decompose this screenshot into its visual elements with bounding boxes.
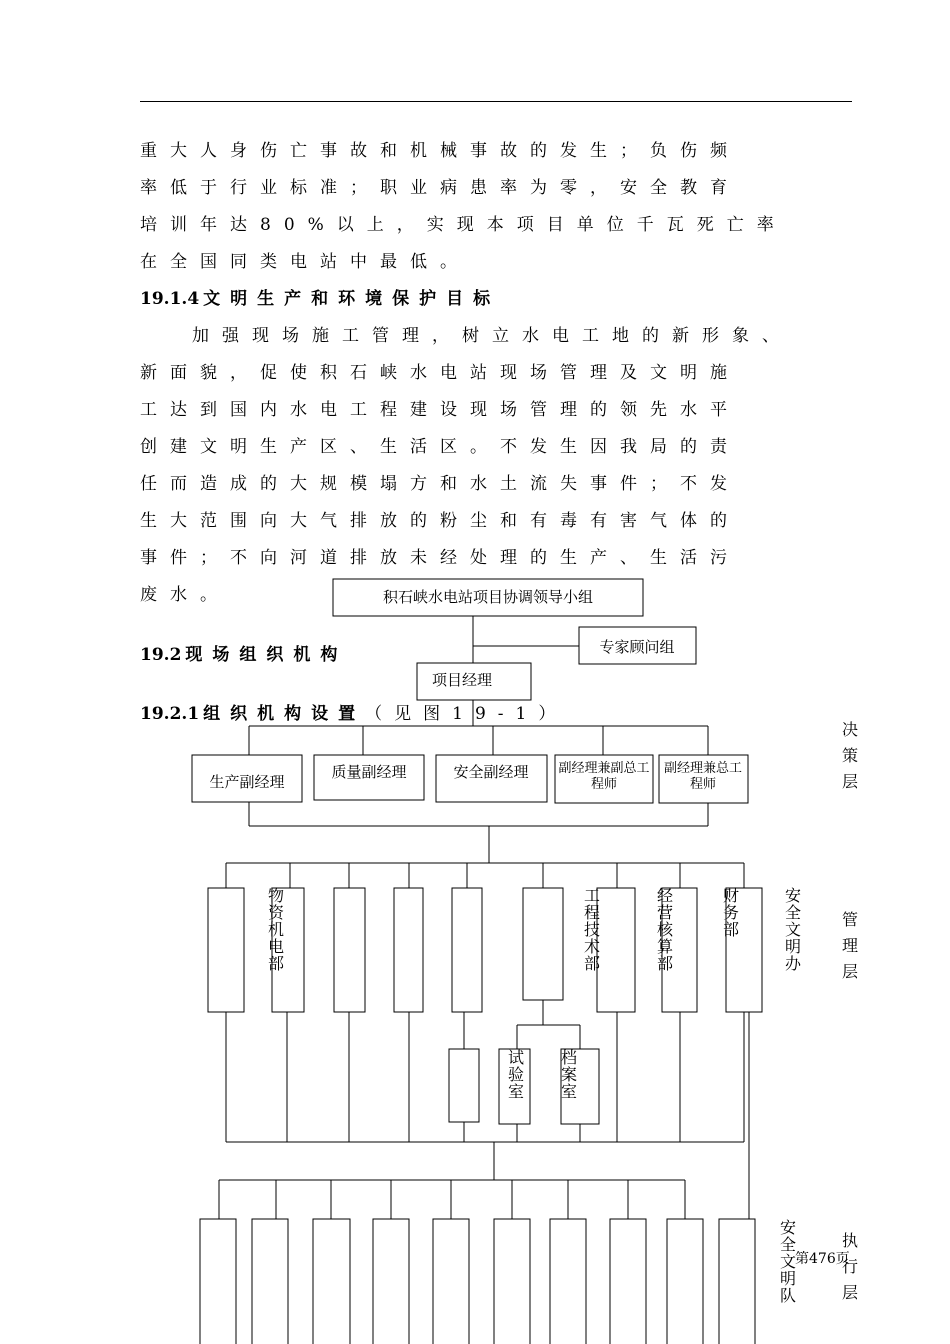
sub-unit-label-archive: 档 案 室: [560, 1048, 577, 1101]
manager-label: 项目经理: [431, 671, 493, 689]
execution-box: [373, 1219, 409, 1344]
paragraph2-line: 加强现场施工管理，树立水电工地的新形象、: [192, 326, 792, 346]
department-box: [452, 888, 482, 1012]
paragraph2-line: 工达到国内水电工程建设现场管理的领先水平: [140, 400, 740, 420]
paragraph2-line: 任而造成的大规模塌方和水土流失事件；不发: [140, 474, 740, 494]
paragraph2-line: 新面貌，促使积石峡水电站现场管理及文明施: [140, 363, 740, 383]
section-title: 现场组织机构: [185, 645, 348, 665]
layer-label-execution: 执 行 层: [841, 1231, 858, 1302]
paragraph1-line: 在全国同类电站中最低。: [140, 252, 470, 272]
execution-box: [667, 1219, 703, 1344]
execution-box: [610, 1219, 646, 1344]
department-box: [523, 888, 563, 1000]
execution-box: [494, 1219, 530, 1344]
paragraph2-line: 废水。: [140, 585, 230, 605]
execution-box: [433, 1219, 469, 1344]
deputy-label: 质量副经理: [331, 763, 407, 781]
section-number: 19.2.1: [140, 704, 200, 724]
deputy-label: 安全副经理: [453, 763, 529, 781]
advisor-label: 专家顾问组: [599, 638, 675, 656]
dept-label-materials: 物 资 机 电 部: [267, 886, 284, 973]
layer-label-decision: 决 策 层: [841, 720, 858, 791]
dept-label-engineering: 工 程 技 术 部: [583, 886, 600, 973]
execution-box: [252, 1219, 288, 1344]
paragraph2-line: 事件；不向河道排放未经处理的生产、生活污: [140, 548, 740, 568]
execution-box: [719, 1219, 755, 1344]
section-number: 19.2: [140, 645, 182, 665]
section-number: 19.1.4: [140, 289, 200, 309]
paragraph1-line: 率低于行业标准；职业病患率为零，安全教育: [140, 178, 740, 198]
dept-label-finance: 财 务 部: [722, 886, 739, 939]
page-number: 第476页: [795, 1251, 850, 1267]
execution-label-safety-team: 安 全 文 明 队: [779, 1218, 796, 1305]
department-box: [597, 888, 635, 1012]
execution-box: [200, 1219, 236, 1344]
department-box: [208, 888, 244, 1012]
top-group-label: 积石峡水电站项目协调领导小组: [382, 588, 594, 606]
paragraph1-line: 重大人身伤亡事故和机械事故的发生；负伤频: [140, 141, 740, 161]
paragraph2-line: 创建文明生产区、生活区。不发生因我局的责: [140, 437, 740, 457]
sub-unit-box: [449, 1049, 479, 1122]
deputy-label: 副经理兼副总工程师: [558, 761, 650, 792]
execution-box: [313, 1219, 350, 1344]
paragraph1-line: 培训年达80%以上，实现本项目单位千瓦死亡率: [140, 215, 787, 235]
department-boxes: [208, 863, 762, 1012]
paragraph2-line: 生大范围向大气排放的粉尘和有毒有害气体的: [140, 511, 740, 531]
department-box: [334, 888, 365, 1012]
execution-box: [550, 1219, 586, 1344]
deputy-label: 生产副经理: [209, 773, 285, 791]
dept-label-business: 经 营 核 算 部: [656, 886, 673, 973]
department-box: [394, 888, 423, 1012]
layer-label-management: 管 理 层: [841, 910, 858, 981]
section-title: 组织机构设置: [203, 704, 366, 724]
figure-reference: （见图19-1）: [365, 704, 568, 724]
deputy-label: 副经理兼总工程师: [663, 761, 742, 792]
section-title: 文明生产和环境保护目标: [203, 289, 501, 309]
execution-boxes: [200, 1180, 755, 1344]
dept-label-safety-office: 安 全 文 明 办: [784, 886, 801, 973]
sub-unit-label-lab: 试 验 室: [507, 1048, 524, 1101]
